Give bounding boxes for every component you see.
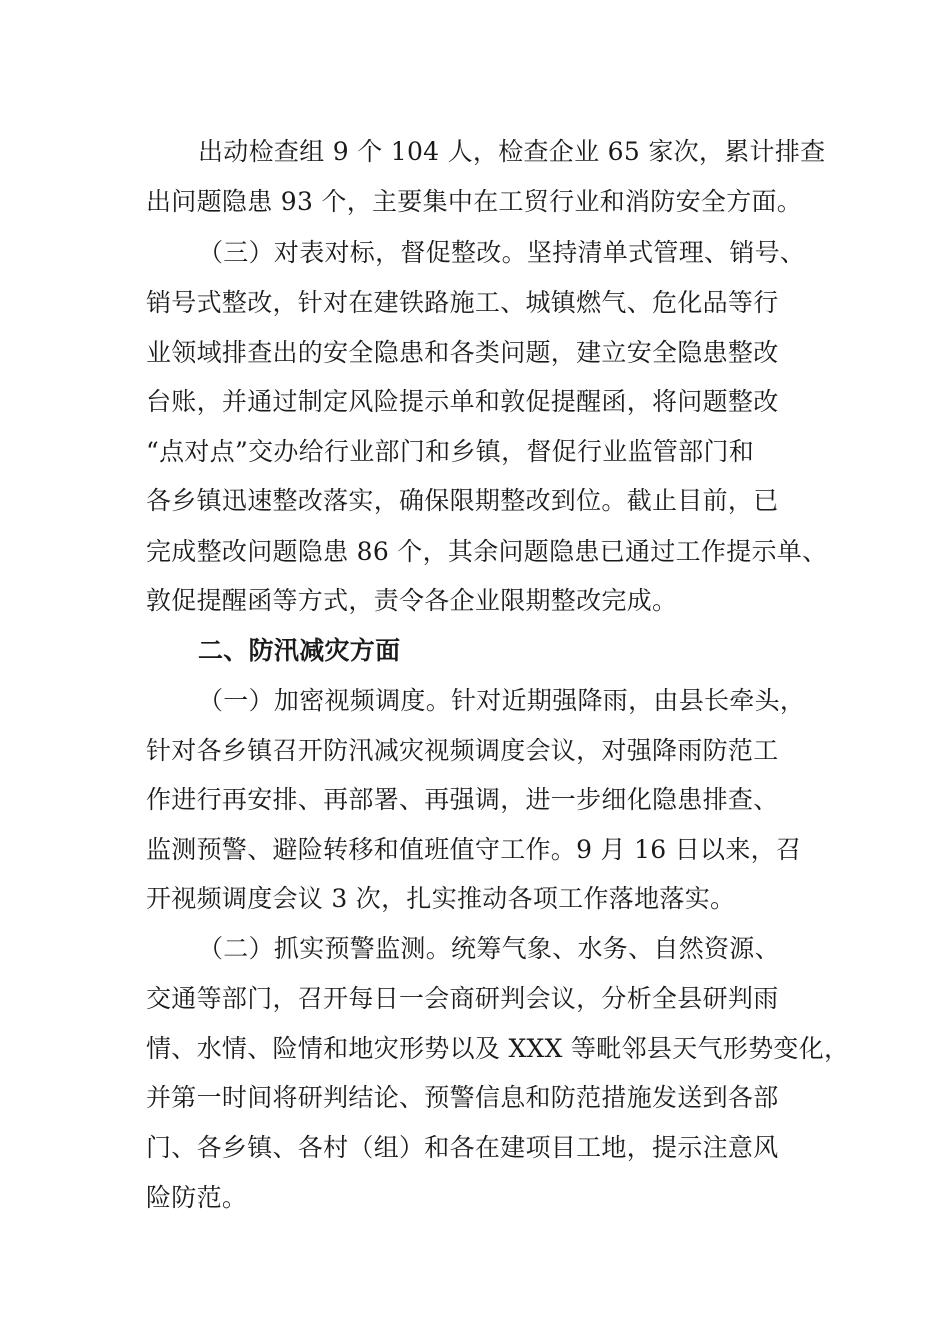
paragraph-line: “点对点”交办给行业部门和乡镇，督促行业监管部门和 <box>146 437 755 466</box>
paragraph-line: 业领域排查出的安全隐患和各类问题，建立安全隐患整改 <box>146 338 779 367</box>
paragraph-line: 各乡镇迅速整改落实，确保限期整改到位。截止目前，已 <box>146 486 779 515</box>
paragraph-line: 情、水情、险情和地灾形势以及 XXX 等毗邻县天气形势变化， <box>146 1034 850 1063</box>
paragraph-line: 作进行再安排、再部署、再强调，进一步细化隐患排查、 <box>146 785 779 814</box>
paragraph-line: 销号式整改，针对在建铁路施工、城镇燃气、危化品等行 <box>146 288 779 317</box>
paragraph-line: （三）对表对标，督促整改。坚持清单式管理、销号、 <box>198 238 806 267</box>
paragraph-line: 监测预警、避险转移和值班值守工作。9 月 16 日以来，召 <box>146 835 802 864</box>
paragraph-line: 险防范。 <box>146 1183 248 1212</box>
paragraph-line: 交通等部门，召开每日一会商研判会议，分析全县研判雨 <box>146 984 779 1013</box>
paragraph-line: （二）抓实预警监测。统筹气象、水务、自然资源、 <box>198 934 780 963</box>
paragraph-line: 出问题隐患 93 个，主要集中在工贸行业和消防安全方面。 <box>146 187 803 216</box>
paragraph-line: 针对各乡镇召开防汛减灾视频调度会议，对强降雨防范工 <box>146 736 779 765</box>
paragraph-line: 门、各乡镇、各村（组）和各在建项目工地，提示注意风 <box>146 1133 779 1162</box>
section-heading: 二、防汛减灾方面 <box>198 636 401 665</box>
paragraph-line: 开视频调度会议 3 次，扎实推动各项工作落地落实。 <box>146 884 736 913</box>
paragraph-line: 台账，并通过制定风险提示单和敦促提醒函，将问题整改 <box>146 387 779 416</box>
paragraph-line: 完成整改问题隐患 86 个，其余问题隐患已通过工作提示单、 <box>146 537 828 566</box>
paragraph-line: 并第一时间将研判结论、预警信息和防范措施发送到各部 <box>146 1083 779 1112</box>
paragraph-line: 敦促提醒函等方式，责令各企业限期整改完成。 <box>146 586 678 615</box>
paragraph-line: 出动检查组 9 个 104 人，检查企业 65 家次，累计排查 <box>198 137 826 166</box>
paragraph-line: （一）加密视频调度。针对近期强降雨，由县长牵头， <box>198 686 806 715</box>
